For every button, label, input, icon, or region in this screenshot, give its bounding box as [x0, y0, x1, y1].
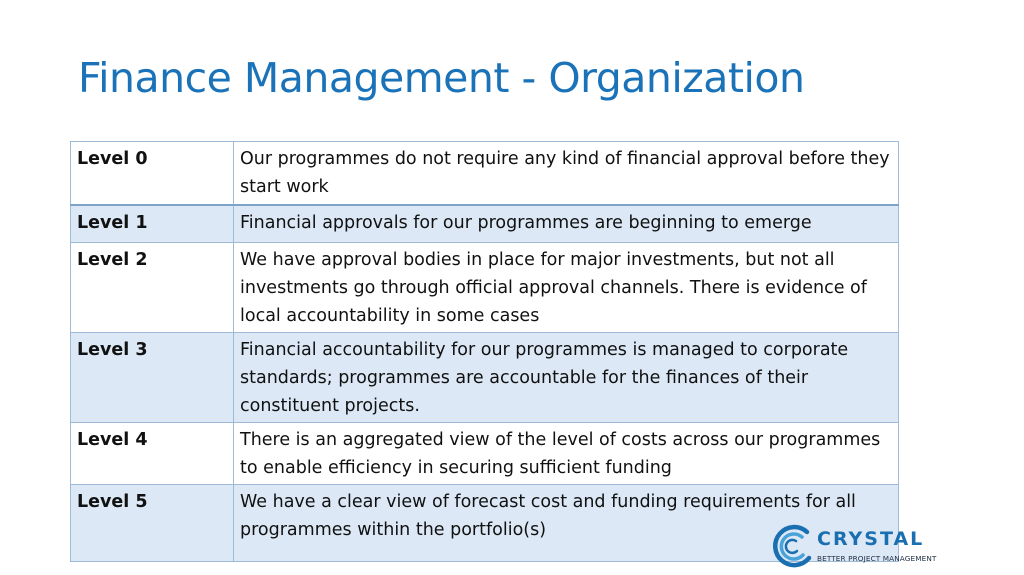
logo-tagline: BETTER PROJECT MANAGEMENT: [817, 554, 937, 563]
level-label: Level 1: [71, 205, 234, 243]
table-row: [71, 142, 899, 206]
table-row: [71, 205, 899, 243]
maturity-levels-table: [70, 141, 899, 562]
table-row: [71, 333, 899, 423]
level-label: Level 2: [71, 243, 234, 333]
level-description: Financial approvals for our programmes are beginning to emerge: [234, 205, 899, 243]
level-description: We have approval bodies in place for major investments, but not all investments go through official approval channels. There is evidence of local accountability in some cases: [234, 243, 899, 333]
table-row: [71, 423, 899, 485]
level-description: Financial accountability for our programmes is managed to corporate standards; programmes are accountable for the finances of their constituent projects.: [234, 333, 899, 423]
level-label: Level 0: [71, 142, 234, 206]
slide-title: Finance Management - Organization: [78, 54, 805, 102]
logo-wordmark: CRYSTAL: [817, 528, 925, 550]
level-description: We have a clear view of forecast cost and funding requirements for all programmes within the portfolio(s): [234, 485, 899, 562]
level-label: Level 5: [71, 485, 234, 562]
crystal-swirl-icon: [769, 524, 813, 570]
level-label: Level 3: [71, 333, 234, 423]
level-label: Level 4: [71, 423, 234, 485]
crystal-logo: [769, 524, 959, 570]
table-row: [71, 243, 899, 333]
level-description: Our programmes do not require any kind of financial approval before they start work: [234, 142, 899, 206]
level-description: There is an aggregated view of the level of costs across our programmes to enable efficiency in securing sufficient funding: [234, 423, 899, 485]
